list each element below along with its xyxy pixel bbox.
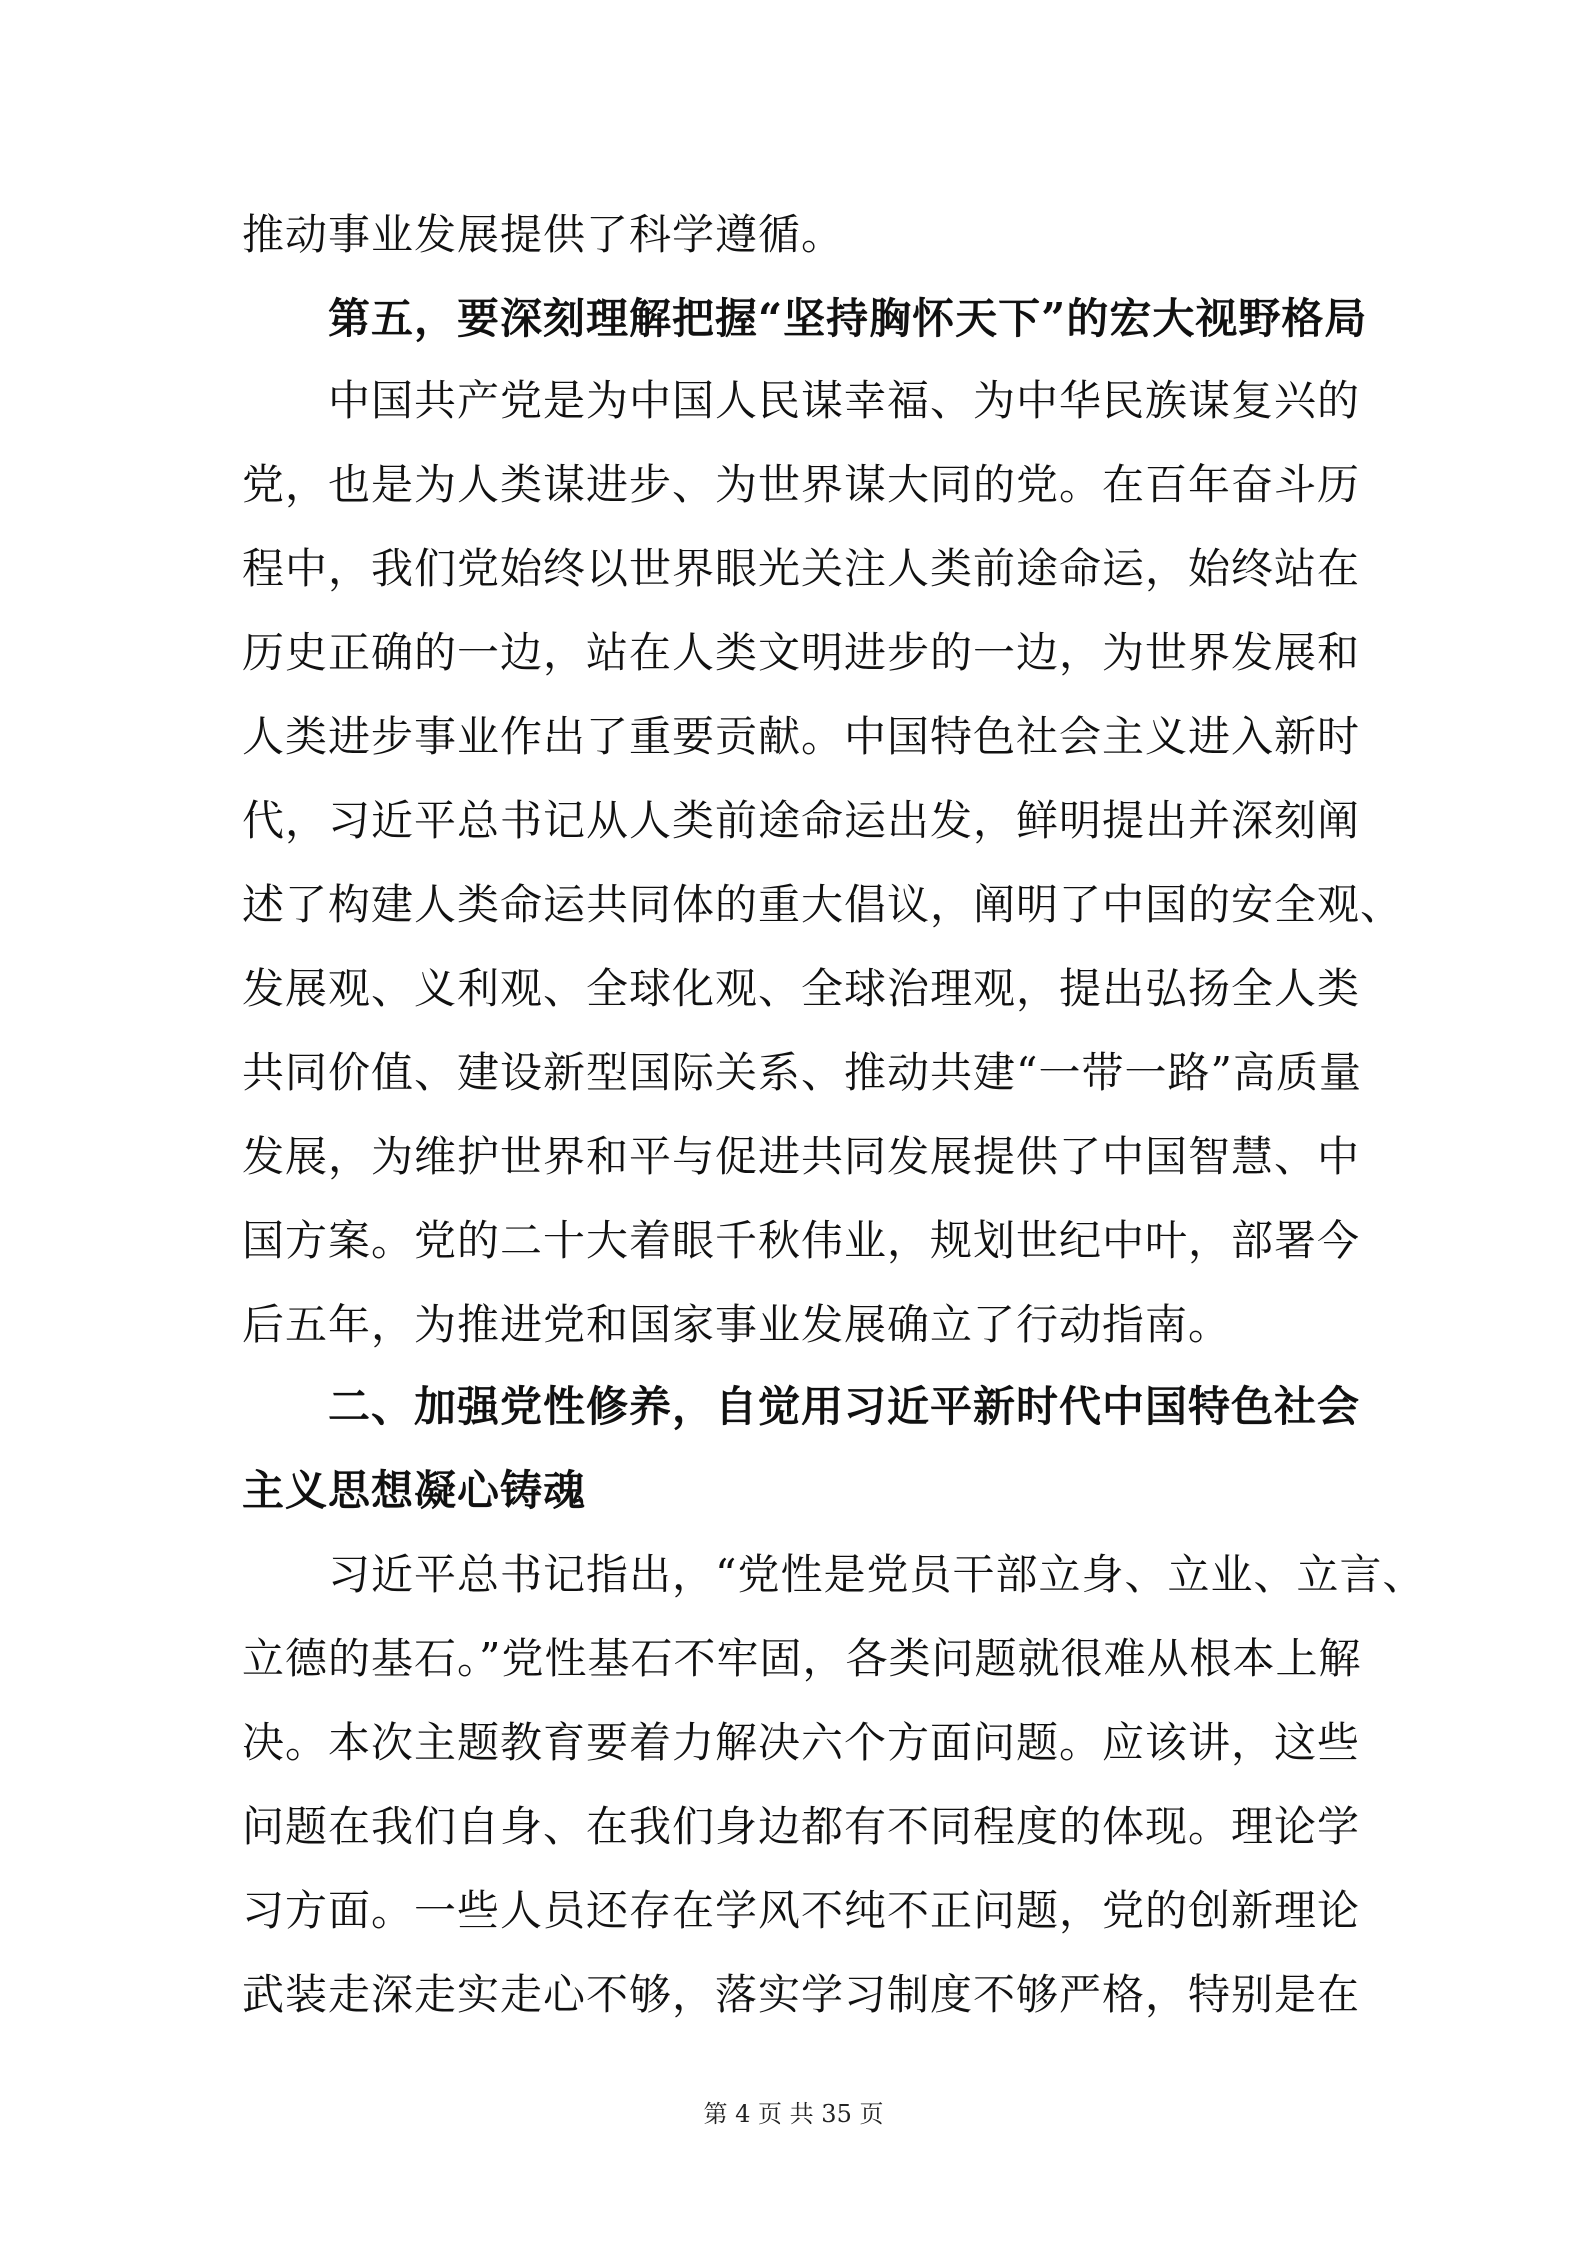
paragraph-line: 中国共产党是为中国人民谋幸福、为中华民族谋复兴的 <box>328 376 1361 425</box>
paragraph-line: 程中，我们党始终以世界眼光关注人类前途命运，始终站在 <box>242 544 1361 593</box>
chapter-heading-continued: 主义思想凝心铸魂 <box>242 1466 587 1515</box>
paragraph-line: 发展观、义利观、全球化观、全球治理观，提出弘扬全人类 <box>242 964 1361 1013</box>
section-heading: 第五，要深刻理解把握“坚持胸怀天下”的宏大视野格局 <box>328 294 1368 343</box>
paragraph-line: 国方案。党的二十大着眼千秋伟业，规划世纪中叶，部署今 <box>242 1216 1361 1265</box>
paragraph-line: 历史正确的一边，站在人类文明进步的一边，为世界发展和 <box>242 628 1361 677</box>
paragraph-line: 共同价值、建设新型国际关系、推动共建“一带一路”高质量 <box>242 1048 1362 1097</box>
paragraph-line: 问题在我们自身、在我们身边都有不同程度的体现。理论学 <box>242 1802 1361 1851</box>
paragraph-line: 武装走深走实走心不够，落实学习制度不够严格，特别是在 <box>242 1970 1361 2019</box>
paragraph-line: 立德的基石。”党性基石不牢固，各类问题就很难从根本上解 <box>242 1634 1362 1683</box>
paragraph-line: 习方面。一些人员还存在学风不纯不正问题，党的创新理论 <box>242 1886 1361 1935</box>
chapter-heading: 二、加强党性修养，自觉用习近平新时代中国特色社会 <box>328 1382 1361 1431</box>
paragraph-line: 代，习近平总书记从人类前途命运出发，鲜明提出并深刻阐 <box>242 796 1361 845</box>
paragraph-line: 后五年，为推进党和国家事业发展确立了行动指南。 <box>242 1300 1232 1349</box>
paragraph-line: 决。本次主题教育要着力解决六个方面问题。应该讲，这些 <box>242 1718 1361 1767</box>
paragraph-line: 推动事业发展提供了科学遵循。 <box>242 210 845 259</box>
paragraph-line: 人类进步事业作出了重要贡献。中国特色社会主义进入新时 <box>242 712 1361 761</box>
paragraph-line: 发展，为维护世界和平与促进共同发展提供了中国智慧、中 <box>242 1132 1361 1181</box>
paragraph-line: 党，也是为人类谋进步、为世界谋大同的党。在百年奋斗历 <box>242 460 1361 509</box>
paragraph-line: 述了构建人类命运共同体的重大倡议，阐明了中国的安全观、 <box>242 880 1404 929</box>
page-number-footer: 第 4 页 共 35 页 <box>703 2100 884 2128</box>
paragraph-line: 习近平总书记指出，“党性是党员干部立身、立业、立言、 <box>328 1550 1426 1599</box>
